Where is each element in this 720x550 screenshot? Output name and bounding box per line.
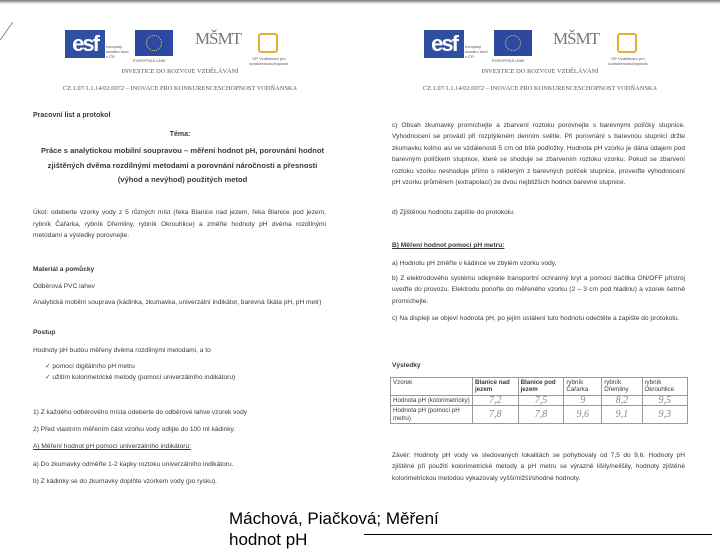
table-row xyxy=(391,406,688,424)
esf-logo-text: evropský sociální fond v ČR xyxy=(106,44,129,59)
step-d: d) Zjištěnou hodnotu zapište do protokolu. xyxy=(392,209,515,216)
step-b-b: b) Z elektrodového systému odejměte transportní ochranný kryt a pomocí tlačítka ON/OFF přístroj uveďte do provozu. Elektrodu ponořte do měřeného vzorku (2 – 3 cm pod hladinu) a vzorek šetrně promíchejte. xyxy=(392,275,685,305)
row-label: Hodnota pH (kolorimetricky) xyxy=(391,395,473,405)
scan-shadow xyxy=(360,0,720,4)
esf-logo: esf xyxy=(424,30,464,58)
results-table xyxy=(390,377,688,424)
slide-caption xyxy=(229,508,439,550)
worksheet-page-right xyxy=(360,0,720,510)
step-a-b: b) Z kádinky se do zkumavky doplňte vzorkem vody (po rysku). xyxy=(33,478,217,485)
esf-logo: esf xyxy=(65,30,105,58)
step-c: c) Obsah zkumavky promíchejte a zbarvení roztoku porovnejte s barevnými políčky stupnice. Vyhodnocení se provádí při rozptýleném denním světle. Při porovnání s barevnou stupnicí držte zkumavku kolmo asi ve vzdálenosti 5 cm od bílé podložky. Hodnota pH vzorku je dána údajem pod barevným políčkem stupnice, které se shoduje se zbarvením roztoku vzorku. Pokud se zbarvení roztoku vzorku neshoduje přímo s některým z barevných políček stupnice, proveďte vyhodnocení pH vzorku průměrem (extrapolací) ze dvou nejbližších hodnot barevné stupnice. xyxy=(392,122,685,187)
procedure-heading: Postup xyxy=(33,329,56,336)
handwritten-value: 7,8 xyxy=(518,406,564,424)
worksheet-title: Práce s analytickou mobilní soupravou – měření hodnot pH, porovnání hodnot zjištěných dvěma rozdílnými metodami a porovnání náročnosti a přesnosti (výhod a nevýhod) použitých metod xyxy=(40,146,325,184)
check-icon: ✓ xyxy=(45,363,53,370)
caption-line: Máchová, Piačková; Měření xyxy=(229,509,439,528)
section-a-heading: A) Měření hodnot pH pomocí univerzálního indikátoru: xyxy=(33,443,191,450)
check-item xyxy=(45,363,135,371)
handwritten-value: 7,5 xyxy=(518,395,564,405)
msmt-logo: MŠMT xyxy=(195,29,242,48)
step-1: 1) Z každého odběrového místa odeberte do odběrové lahve vzorek vody xyxy=(33,409,248,416)
worksheet-page-left xyxy=(0,0,360,510)
worksheet-label: Pracovní list a protokol xyxy=(33,112,111,119)
material-item: Analytická mobilní souprava (kádinka, zkumavka, univerzální indikátor, barevná škála pH, pH metr) xyxy=(33,299,322,306)
eu-logo-text: EVROPSKÁ UNIE xyxy=(492,58,525,63)
project-line: CZ.1.07/1.1.14/02.0072 – INOVACE PRO KONKURENCESCHOPNOST VODŇANSKA xyxy=(62,85,298,92)
op-logo xyxy=(258,33,278,53)
eu-flag-logo xyxy=(135,30,173,56)
procedure-intro: Hodnoty pH budou měřeny dvěma rozdílnými metodami, a to xyxy=(33,347,211,354)
op-logo-text: OP Vzdělávání pro konkurenceschopnost xyxy=(249,56,289,66)
step-b-a: a) Hodnotu pH změřte v kádince ve zbylém vzorku vody. xyxy=(392,260,557,267)
handwritten-value: 9,6 xyxy=(564,406,602,424)
material-item: Odběrová PVC lahev xyxy=(33,283,95,290)
step-a-a: a) Do zkumavky odměřte 1-2 kapky roztoku univerzálního indikátoru. xyxy=(33,461,234,468)
handwritten-value: 9,1 xyxy=(602,406,642,424)
step-2: 2) Před vlastním měřením část vzorku vody odlijte do 100 ml kádinky. xyxy=(33,426,236,433)
divider-line xyxy=(364,534,712,535)
eu-logo-text: EVROPSKÁ UNIE xyxy=(133,58,166,63)
table-header-row xyxy=(391,378,688,396)
op-logo xyxy=(617,33,637,53)
check-item xyxy=(45,374,235,382)
check-item-label: pomocí digitálního pH metru xyxy=(52,363,135,370)
handwritten-value: 7,8 xyxy=(473,406,519,424)
step-b-c: c) Na displeji se objeví hodnota pH, po jejím ustálení tuto hodnotu odečtěte a zapište do protokolu. xyxy=(392,315,680,322)
check-icon: ✓ xyxy=(45,374,53,381)
pen-mark xyxy=(0,22,13,41)
handwritten-value: 7,2 xyxy=(473,395,519,405)
handwritten-value: 9 xyxy=(564,395,602,405)
msmt-logo: MŠMT xyxy=(553,29,600,48)
esf-logo-text: evropský sociální fond v ČR xyxy=(465,44,488,59)
task-text: Úkol: odeberte vzorky vody z 5 různých míst (řeka Blanice nad jezem, řeka Blanice pod jezem, rybník Čařarka, rybník Dřemliny, rybník Okrouhlice) a změřte hodnoty pH dvěma rozdílnými metodami a výsledky porovnejte. xyxy=(33,209,326,239)
handwritten-value: 9,5 xyxy=(642,395,688,405)
table-header: Vzorek xyxy=(391,378,473,396)
table-header: rybník Dřemliny xyxy=(602,378,642,396)
table-header: rybník Okrouhlice xyxy=(642,378,688,396)
table-header: Blanice nad jezem xyxy=(473,378,519,396)
investice-line: INVESTICE DO ROZVOJE VZDĚLÁVÁNÍ xyxy=(481,68,599,75)
results-heading: Výsledky xyxy=(392,362,421,369)
section-b-heading: B) Měření hodnot pomocí pH metru: xyxy=(392,242,505,249)
table-header: Blanice pod jezem xyxy=(518,378,564,396)
check-item-label: užitím kolorimetrické metody (pomocí univerzálního indikátoru) xyxy=(52,374,236,381)
investice-line: INVESTICE DO ROZVOJE VZDĚLÁVÁNÍ xyxy=(121,68,239,75)
conclusion-text: Závěr: Hodnoty pH vody ve sledovaných lokalitách se pohybovaly od 7,5 do 9,6. Hodnoty pH zjištěné při použití kolorimetrické metody a pH metru se výrazně lišily/nelišily, hodnoty zjištěné kolorimetrickou metodou vykazovaly vyšší/nižší/shodné hodnoty. xyxy=(392,452,685,482)
op-logo-text: OP Vzdělávání pro konkurenceschopnost xyxy=(608,56,648,66)
table-row xyxy=(391,395,688,405)
scan-shadow xyxy=(0,0,360,4)
caption-line: hodnot pH xyxy=(229,530,308,549)
table-header: rybník Čařarka xyxy=(564,378,602,396)
row-label: Hodnota pH (pomocí pH metru) xyxy=(391,406,473,424)
handwritten-value: 8,2 xyxy=(602,395,642,405)
project-line: CZ.1.07/1.1.14/02.0072 – INOVACE PRO KONKURENCESCHOPNOST VODŇANSKA xyxy=(422,85,658,92)
eu-flag-logo xyxy=(494,30,532,56)
materials-heading: Materiál a pomůcky xyxy=(33,266,95,273)
handwritten-value: 9,3 xyxy=(642,406,688,424)
tema-label: Téma: xyxy=(169,131,191,138)
